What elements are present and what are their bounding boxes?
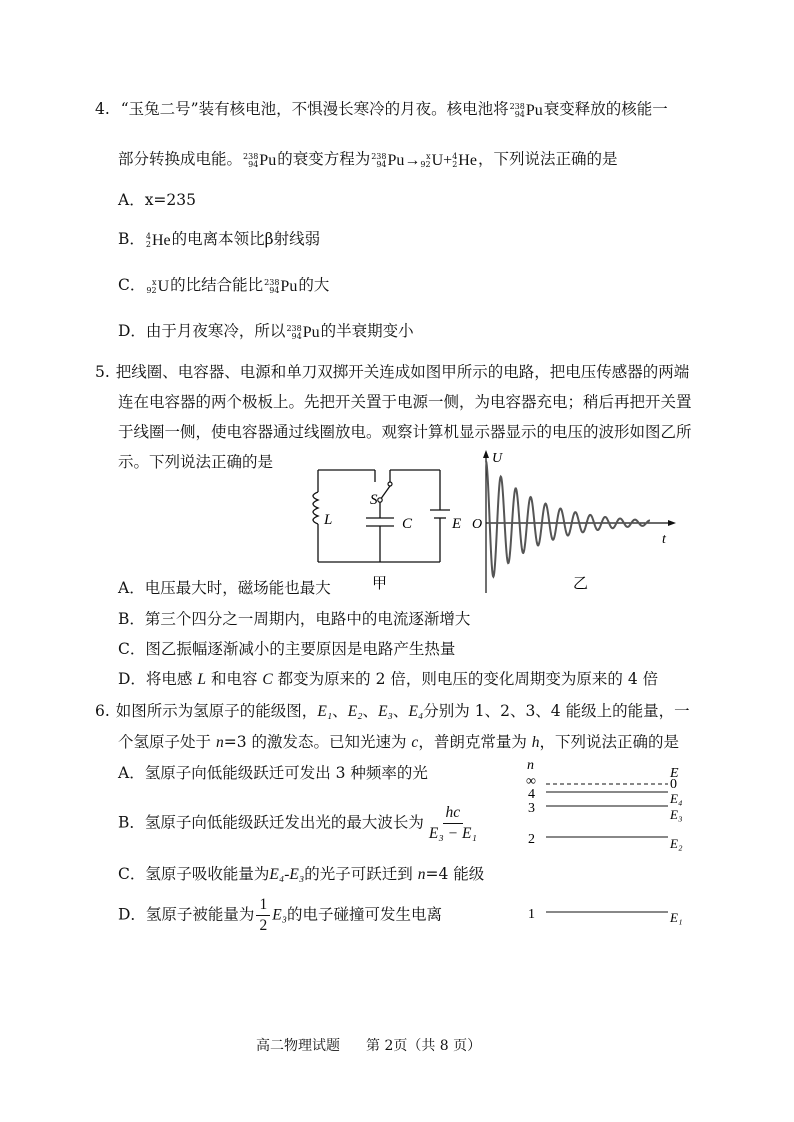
level-4-e: E₄ bbox=[670, 791, 683, 806]
q4-option-c: C． x 92 U的比结合能比 238 94 Pu的大 bbox=[118, 276, 330, 295]
u-axis-label: U bbox=[492, 451, 503, 466]
q6-option-d: D．氢原子被能量为 $\frac{1}{2}$ E₃的电子碰撞可发生电离 bbox=[118, 896, 443, 934]
circuit-caption: 甲 bbox=[372, 576, 388, 592]
capacitor-label: C bbox=[402, 516, 413, 532]
n-header: n bbox=[527, 758, 534, 773]
q5-line-3: 于线圈一侧，使电容器通过线圈放电。观察计算机显示器显示的电压的波形如图乙所 bbox=[118, 423, 692, 441]
pu-nuclide: 238 94 Pu bbox=[243, 151, 277, 169]
level-3-e: E₃ bbox=[670, 807, 683, 822]
origin-label: O bbox=[472, 517, 483, 532]
q6-option-a: A．氢原子向低能级跃迁可发出 3 种频率的光 bbox=[118, 764, 428, 782]
q4-number: 4. bbox=[95, 100, 110, 118]
level-3-n: 3 bbox=[528, 801, 535, 816]
level-1-e: E₁ bbox=[670, 910, 683, 925]
energy-level-diagram bbox=[520, 755, 695, 930]
level-2-n: 2 bbox=[528, 832, 535, 847]
switch-label: S bbox=[370, 492, 378, 508]
q5-line-1: 5. 把线圈、电容器、电源和单刀双掷开关连成如图甲所示的电路，把电压传感器的两端 bbox=[95, 363, 690, 381]
page-footer bbox=[256, 1036, 481, 1056]
q4-option-b: B． 4 2 He的电离本领比β射线弱 bbox=[118, 230, 321, 249]
q6-number: 6. bbox=[95, 702, 110, 720]
voltage-waveform-graph bbox=[470, 448, 685, 598]
pu-nuclide: 238 94 Pu bbox=[509, 101, 543, 119]
level-2-e: E₂ bbox=[670, 836, 683, 851]
q5-option-b: B．第三个四分之一周期内，电路中的电流逐渐增大 bbox=[118, 610, 471, 628]
lc-circuit-diagram bbox=[300, 462, 475, 592]
q6-option-b: B．氢原子向低能级跃迁发出光的最大波长为 $\frac{hc}{\text{E₃ − E₁}}$ bbox=[118, 804, 477, 842]
level-1-n: 1 bbox=[528, 907, 535, 922]
q4-line-2: 部分转换成电能。 238 94 Pu的衰变方程为 238 94 Pu→ x 92 U+ 4 2 He，下列说法正确的是 bbox=[118, 150, 618, 169]
q4-option-d: D．由于月夜寒冷，所以 238 94 Pu的半衰期变小 bbox=[118, 322, 414, 341]
q5-number: 5. bbox=[95, 363, 110, 381]
t-axis-label: t bbox=[662, 532, 666, 547]
q5-option-d: D．将电感 L 和电容 C 都变为原来的 2 倍，则电压的变化周期变为原来的 4 倍 bbox=[118, 670, 659, 688]
level-4-n: 4 bbox=[528, 787, 535, 802]
q5-option-a: A．电压最大时，磁场能也最大 bbox=[118, 579, 331, 597]
inductor-label: L bbox=[324, 512, 333, 528]
decay-equation: 238 94 Pu→ x 92 U+ 4 2 He bbox=[371, 151, 477, 169]
level-infinity-n: ∞ bbox=[526, 774, 536, 789]
wave-caption: 乙 bbox=[573, 576, 589, 592]
q5-line-2: 连在电容器的两个极板上。先把开关置于电源一侧，为电容器充电；稍后再把开关置 bbox=[118, 393, 692, 411]
level-infinity-e: 0 bbox=[670, 777, 677, 792]
q6-line-2: 个氢原子处于 n=3 的激发态。已知光速为 c，普朗克常量为 h，下列说法正确的是 bbox=[118, 733, 680, 751]
q6-line-1: 6. 如图所示为氢原子的能级图，E₁、E₂、E₃、E₄分别为 1、2、3、4 能级上的能量，一 bbox=[95, 702, 690, 720]
q6-option-c: C．氢原子吸收能量为E₄-E₃的光子可跃迁到 n=4 能级 bbox=[118, 865, 485, 883]
q4-line-1: 4. “玉兔二号”装有核电池，不惧漫长寒冷的月夜。核电池将 238 94 Pu衰变释放的核能一 bbox=[95, 100, 668, 119]
battery-label: E bbox=[452, 516, 462, 532]
e-header: E bbox=[670, 766, 679, 781]
q4-option-a: A．x=235 bbox=[118, 191, 197, 209]
footer-page: 第 2页（共 8 页） bbox=[366, 1038, 482, 1054]
damped-wave bbox=[486, 461, 650, 577]
q5-line-4: 示。下列说法正确的是 bbox=[118, 453, 274, 471]
footer-subject: 高二物理试题 bbox=[256, 1038, 340, 1054]
q5-option-c: C．图乙振幅逐渐减小的主要原因是电路产生热量 bbox=[118, 640, 456, 658]
